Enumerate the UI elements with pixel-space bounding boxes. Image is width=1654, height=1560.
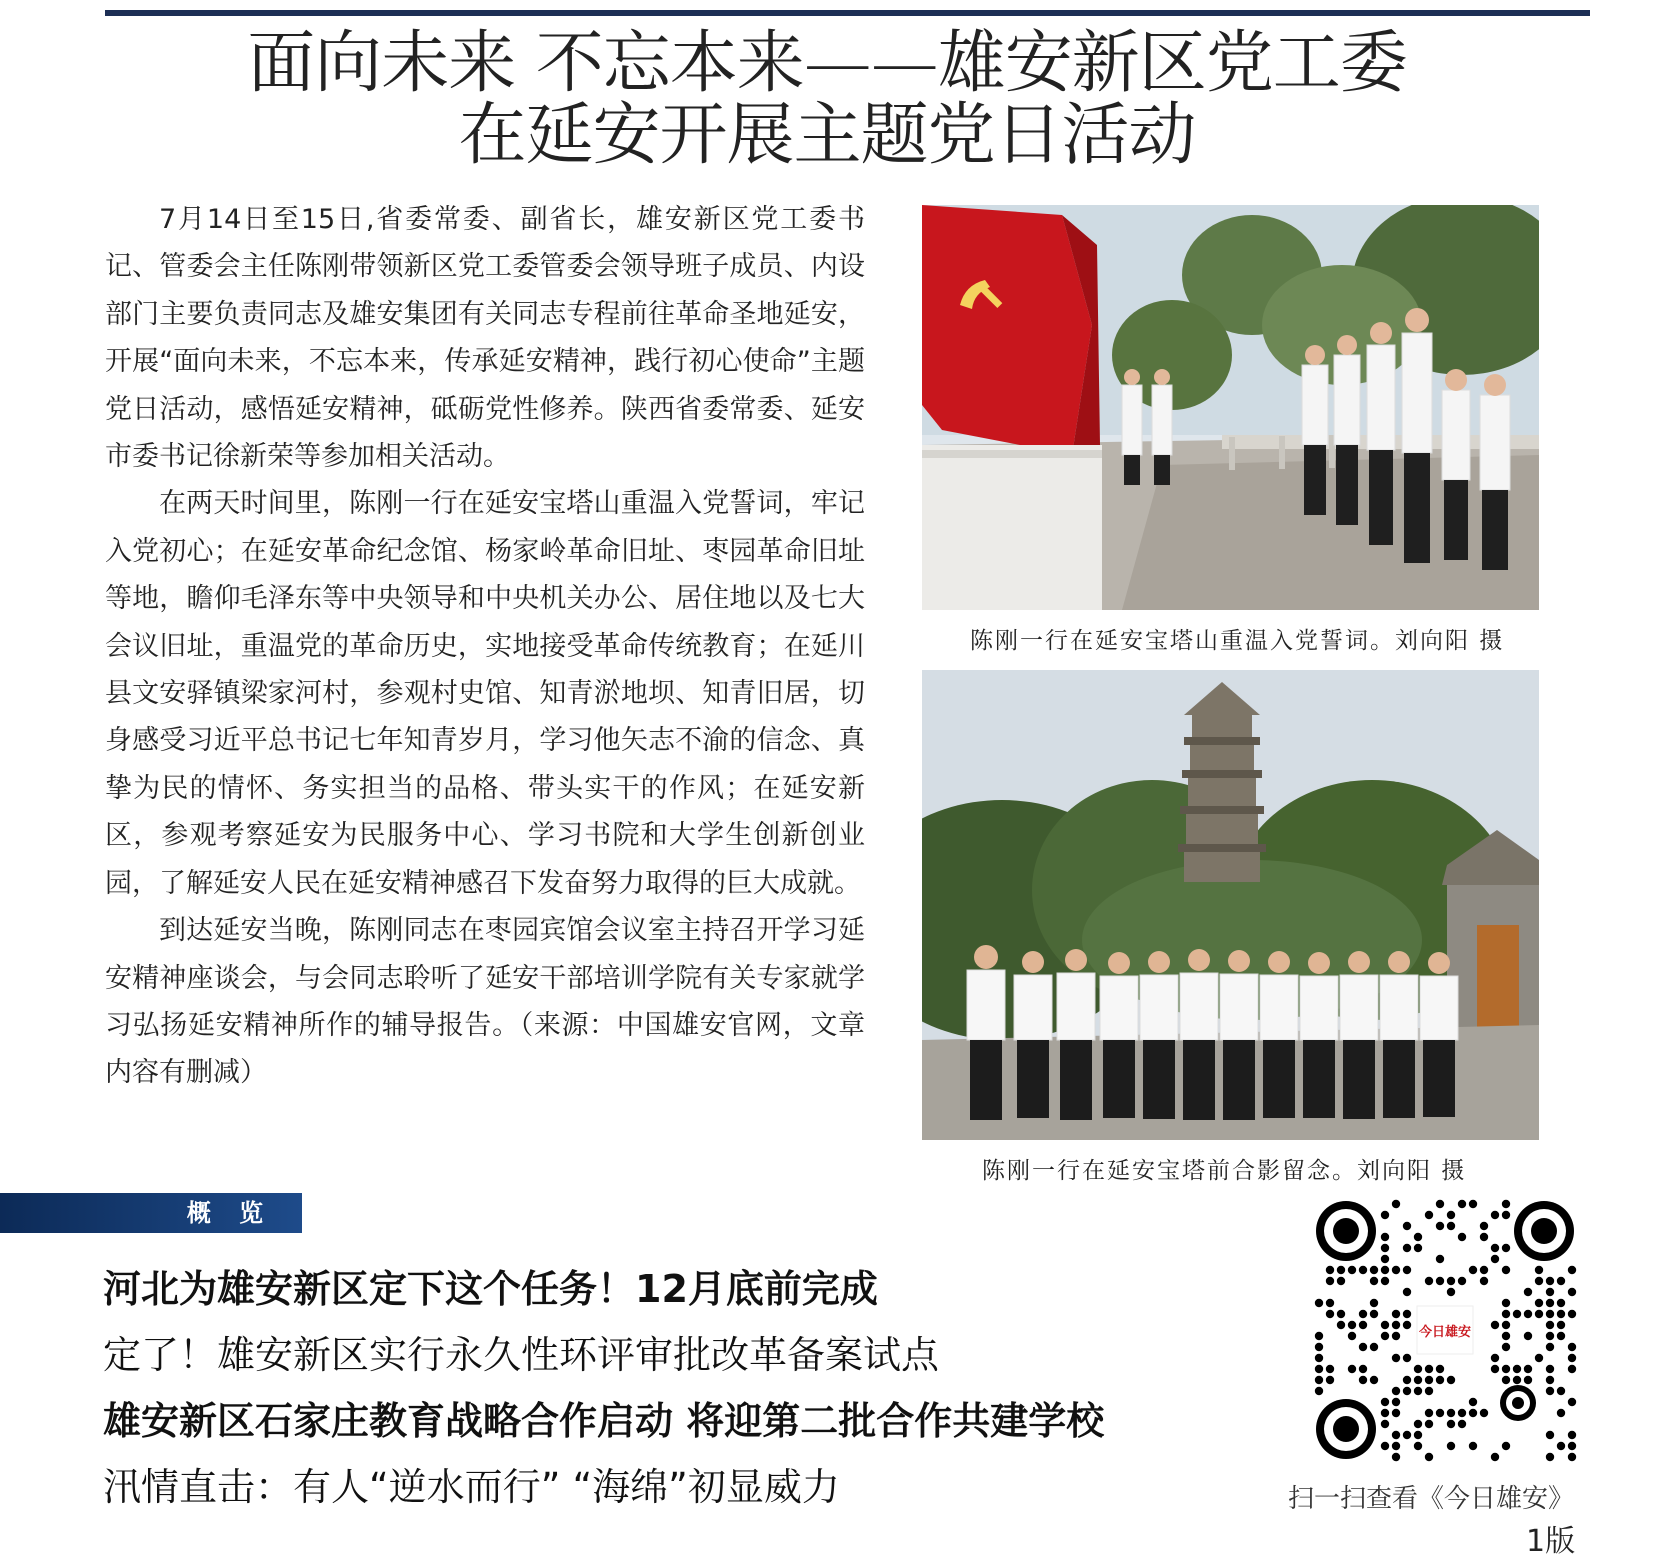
article-paragraph: 到达延安当晚，陈刚同志在枣园宾馆会议室主持召开学习延安精神座谈会，与会同志聆听了延安干部培训学院有关专家就学习弘扬延安精神所作的辅导报告。（来源：中国雄安官网，文章内容有删减） bbox=[105, 915, 865, 1089]
qr-code-graphic bbox=[1313, 1198, 1577, 1462]
headline-link[interactable]: 定了！雄安新区实行永久性环评审批改革备案试点 bbox=[103, 1333, 940, 1377]
photo2-caption: 陈刚一行在延安宝塔前合影留念。刘向阳 摄 bbox=[982, 1158, 1467, 1184]
qr-logo-text: 今日雄安 bbox=[1418, 1325, 1472, 1340]
article-paragraph: 7月14日至15日,省委常委、副省长，雄安新区党工委书记、管委会主任陈刚带领新区党工委管委会领导班子成员、内设部门主要负责同志及雄安集团有关同志专程前往革命圣地延安，开展“面向未来，不忘本来，传承延安精神，践行初心使命”主题党日活动，感悟延安精神，砥砺党性修养。陕西省委常委、延安市委书记徐新荣等参加相关活动。 bbox=[105, 204, 865, 473]
article-body bbox=[105, 196, 865, 1097]
headline-link[interactable]: 汛情直击：有人“逆水而行” “海绵”初显威力 bbox=[103, 1465, 840, 1509]
title-line-1: 面向未来 不忘本来——雄安新区党工委 bbox=[247, 24, 1407, 103]
qr-code[interactable] bbox=[1313, 1198, 1577, 1462]
pagoda-group-illustration bbox=[922, 670, 1539, 1140]
article-title bbox=[0, 24, 1654, 175]
article-paragraph: 在两天时间里，陈刚一行在延安宝塔山重温入党誓词，牢记入党初心；在延安革命纪念馆、杨家岭革命旧址、枣园革命旧址等地，瞻仰毛泽东等中央领导和中央机关办公、居住地以及七大会议旧址，重温党的革命历史，实地接受革命传统教育；在延川县文安驿镇梁家河村，参观村史馆、知青淤地坝、知青旧居，切身感受习近平总书记七年知青岁月，学习他矢志不渝的信念、真挚为民的情怀、务实担当的品格、带头实干的作风；在延安新区，参观考察延安为民服务中心、学习书院和大学生创新创业园，了解延安人民在延安精神感召下发奋努力取得的巨大成就。 bbox=[105, 488, 865, 899]
oath-ceremony-illustration bbox=[922, 205, 1539, 610]
top-rule bbox=[105, 10, 1590, 16]
overview-section-label: 概 览 bbox=[186, 1199, 274, 1227]
qr-caption: 扫一扫查看《今日雄安》 bbox=[1288, 1484, 1575, 1514]
headline-link[interactable]: 河北为雄安新区定下这个任务！12月底前完成 bbox=[103, 1267, 878, 1311]
oath-ceremony-photo bbox=[922, 205, 1539, 610]
headline-link[interactable]: 雄安新区石家庄教育战略合作启动 将迎第二批合作共建学校 bbox=[103, 1399, 1105, 1443]
pagoda-group-photo bbox=[922, 670, 1539, 1140]
page-number: 1版 bbox=[1526, 1524, 1576, 1559]
title-line-2: 在延安开展主题党日活动 bbox=[458, 96, 1196, 175]
photo1-caption: 陈刚一行在延安宝塔山重温入党誓词。刘向阳 摄 bbox=[970, 628, 1505, 654]
